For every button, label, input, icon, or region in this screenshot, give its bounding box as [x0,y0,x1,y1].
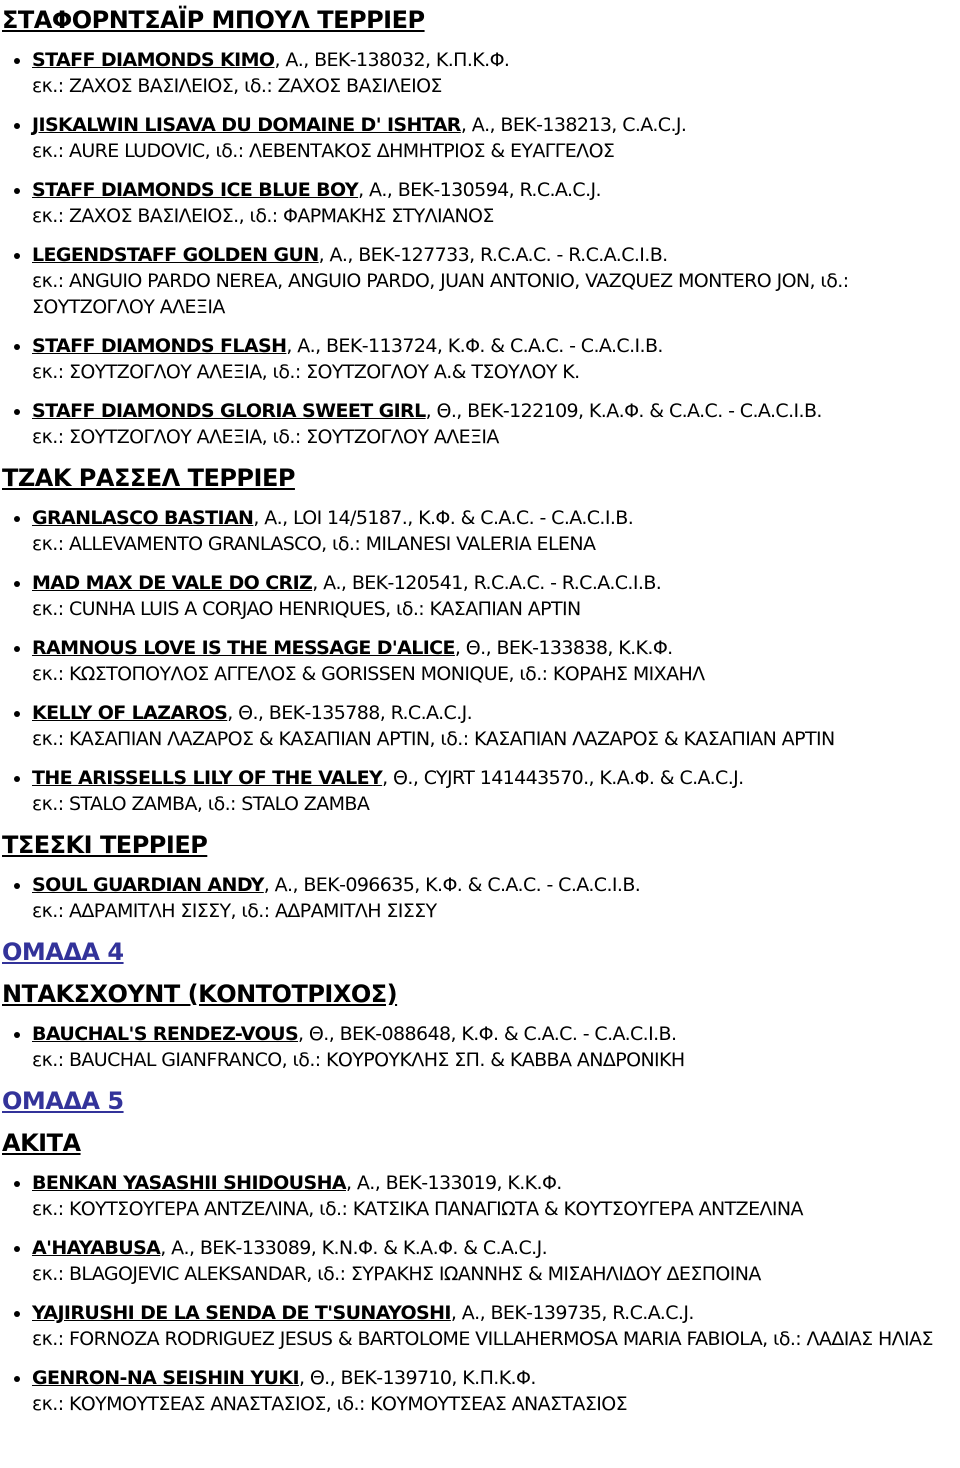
entry-list [2,505,960,817]
dog-details: , Θ., ΒΕΚ-139710, Κ.Π.Κ.Φ. [298,1367,536,1389]
dog-details: , Α., ΒΕΚ-120541, R.C.A.C. - R.C.A.C.I.B. [312,572,662,594]
breeder-owner: εκ.: BLAGOJEVIC ALEKSANDAR, ιδ.: ΣΥΡΑΚΗΣ ΙΩΑΝΝΗΣ & ΜΙΣΑΗΛΙΔΟΥ ΔΕΣΠΟΙΝΑ [32,1263,761,1285]
list-item [32,1170,960,1222]
dog-details: , Α., ΒΕΚ-130594, R.C.A.C.J. [358,179,601,201]
list-item [32,177,960,229]
breeder-owner: εκ.: ΣΟΥΤΖΟΓΛΟΥ ΑΛΕΞΙΑ, ιδ.: ΣΟΥΤΖΟΓΛΟΥ Α.& ΤΣΟΥΛΟΥ Κ. [32,361,580,383]
breeder-owner: εκ.: ALLEVAMENTO GRANLASCO, ιδ.: MILANESI VALERIA ELENA [32,533,596,555]
breed-heading: ΝΤΑΚΣΧΟΥΝΤ (ΚΟΝΤΟΤΡΙΧΟΣ) [2,980,398,1008]
breeder-owner: εκ.: FORNOZA RODRIGUEZ JESUS & BARTOLOME VILLAHERMOSA MARIA FABIOLA, ιδ.: ΛΑΔΙΑΣ ΗΛΙΑΣ [32,1328,933,1350]
list-item [32,1365,960,1417]
dog-name: THE ARISSELLS LILY OF THE VALEY [32,767,383,789]
dog-name: BAUCHAL'S RENDEZ-VOUS [32,1023,299,1045]
breeder-owner: εκ.: CUNHA LUIS A CORJAO HENRIQUES, ιδ.: ΚΑΣΑΠΙΑΝ ΑΡΤΙΝ [32,598,581,620]
breeder-owner: εκ.: ΚΟΥΜΟΥΤΣΕΑΣ ΑΝΑΣΤΑΣΙΟΣ, ιδ.: ΚΟΥΜΟΥΤΣΕΑΣ ΑΝΑΣΤΑΣΙΟΣ [32,1393,627,1415]
dog-details: , Α., ΒΕΚ-096635, Κ.Φ. & C.A.C. - C.A.C.I.B. [263,874,641,896]
group-heading[interactable]: ΟΜΑΔΑ 4 [2,938,124,966]
dog-name: STAFF DIAMONDS GLORIA SWEET GIRL [32,400,426,422]
list-item [32,635,960,687]
list-item [32,333,960,385]
list-item [32,765,960,817]
list-item [32,872,960,924]
breeder-owner: εκ.: BAUCHAL GIANFRANCO, ιδ.: ΚΟΥΡΟΥΚΛΗΣ ΣΠ. & ΚΑΒΒΑ ΑΝΔΡΟΝΙΚΗ [32,1049,685,1071]
dog-details: , Α., ΒΕΚ-138213, C.A.C.J. [460,114,687,136]
breeder-owner: εκ.: ΖΑΧΟΣ ΒΑΣΙΛΕΙΟΣ, ιδ.: ΖΑΧΟΣ ΒΑΣΙΛΕΙΟΣ [32,75,442,97]
breeder-owner: εκ.: ΑΔΡΑΜΙΤΛΗ ΣΙΣΣΥ, ιδ.: ΑΔΡΑΜΙΤΛΗ ΣΙΣΣΥ [32,900,437,922]
list-item [32,1235,960,1287]
dog-name: YAJIRUSHI DE LA SENDA DE T'SUNAYOSHI [32,1302,451,1324]
list-item [32,1021,960,1073]
list-item [32,242,960,320]
dog-name: RAMNOUS LOVE IS THE MESSAGE D'ALICE [32,637,455,659]
dog-name: SOUL GUARDIAN ANDY [32,874,264,896]
dog-details: , Α., ΒΕΚ-133089, Κ.Ν.Φ. & Κ.Α.Φ. & C.A.C.J. [160,1237,548,1259]
list-item [32,505,960,557]
dog-details: , Α., ΒΕΚ-113724, Κ.Φ. & C.A.C. - C.A.C.I.B. [286,335,663,357]
group-heading[interactable]: ΟΜΑΔΑ 5 [2,1087,124,1115]
dog-name: LEGENDSTAFF GOLDEN GUN [32,244,319,266]
breeder-owner: εκ.: ANGUIO PARDO NEREA, ANGUIO PARDO, JUAN ANTONIO, VAZQUEZ MONTERO JON, ιδ.: ΣΟΥΤΖΟΓΛΟΥ ΑΛΕΞΙΑ [32,270,849,318]
dog-name: STAFF DIAMONDS FLASH [32,335,287,357]
dog-details: , Θ., ΒΕΚ-088648, Κ.Φ. & C.A.C. - C.A.C.I.B. [298,1023,677,1045]
list-item [32,1300,960,1352]
entry-list [2,1170,960,1417]
dog-details: , Α., ΒΕΚ-133019, Κ.Κ.Φ. [345,1172,562,1194]
dog-details: , Θ., ΒΕΚ-135788, R.C.A.C.J. [227,702,473,724]
dog-name: KELLY OF LAZAROS [32,702,228,724]
breed-heading: ΤΖΑΚ ΡΑΣΣΕΛ ΤΕΡΡΙΕΡ [2,464,295,492]
breeder-owner: εκ.: ΚΟΥΤΣΟΥΓΕΡΑ ΑΝΤΖΕΛΙΝΑ, ιδ.: ΚΑΤΣΙΚΑ ΠΑΝΑΓΙΩΤΑ & ΚΟΥΤΣΟΥΓΕΡΑ ΑΝΤΖΕΛΙΝΑ [32,1198,803,1220]
dog-name: GRANLASCO BASTIAN [32,507,254,529]
breeder-owner: εκ.: AURE LUDOVIC, ιδ.: ΛΕΒΕΝΤΑΚΟΣ ΔΗΜΗΤΡΙΟΣ & ΕΥΑΓΓΕΛΟΣ [32,140,615,162]
list-item [32,47,960,99]
dog-details: , Α., ΒΕΚ-138032, Κ.Π.Κ.Φ. [274,49,510,71]
breed-heading: ΤΣΕΣΚΙ ΤΕΡΡΙΕΡ [2,831,208,859]
dog-details: , Θ., ΒΕΚ-122109, Κ.Α.Φ. & C.A.C. - C.A.C.I.B. [425,400,822,422]
dog-name: BENKAN YASASHII SHIDOUSHA [32,1172,346,1194]
list-item [32,398,960,450]
dog-details: , Α., LOI 14/5187., Κ.Φ. & C.A.C. - C.A.C.I.B. [253,507,634,529]
dog-details: , Θ., ΒΕΚ-133838, Κ.Κ.Φ. [454,637,673,659]
breed-heading: ΑΚΙΤΑ [2,1129,81,1157]
dog-details: , Θ., CYJRT 141443570., Κ.Α.Φ. & C.A.C.J. [382,767,744,789]
breeder-owner: εκ.: ΖΑΧΟΣ ΒΑΣΙΛΕΙΟΣ., ιδ.: ΦΑΡΜΑΚΗΣ ΣΤΥΛΙΑΝΟΣ [32,205,494,227]
entry-list [2,872,960,924]
entry-list [2,1021,960,1073]
dog-details: , Α., ΒΕΚ-139735, R.C.A.C.J. [450,1302,694,1324]
breed-heading: ΣΤΑΦΟΡΝΤΣΑΪΡ ΜΠΟΥΛ ΤΕΡΡΙΕΡ [2,6,425,34]
dog-name: A'HAYABUSA [32,1237,161,1259]
list-item [32,570,960,622]
breeder-owner: εκ.: ΣΟΥΤΖΟΓΛΟΥ ΑΛΕΞΙΑ, ιδ.: ΣΟΥΤΖΟΓΛΟΥ ΑΛΕΞΙΑ [32,426,499,448]
breeder-owner: εκ.: STALO ZAMBA, ιδ.: STALO ZAMBA [32,793,370,815]
dog-name: JISKALWIN LISAVA DU DOMAINE D' ISHTAR [32,114,461,136]
dog-name: STAFF DIAMONDS ICE BLUE BOY [32,179,359,201]
dog-details: , Α., ΒΕΚ-127733, R.C.A.C. - R.C.A.C.I.B. [318,244,668,266]
dog-name: MAD MAX DE VALE DO CRIZ [32,572,313,594]
dog-name: GENRON-NA SEISHIN YUKI [32,1367,299,1389]
breeder-owner: εκ.: ΚΑΣΑΠΙΑΝ ΛΑΖΑΡΟΣ & ΚΑΣΑΠΙΑΝ ΑΡΤΙΝ, ιδ.: ΚΑΣΑΠΙΑΝ ΛΑΖΑΡΟΣ & ΚΑΣΑΠΙΑΝ ΑΡΤΙΝ [32,728,835,750]
dog-name: STAFF DIAMONDS KIMO [32,49,275,71]
entry-list [2,47,960,450]
breeder-owner: εκ.: ΚΩΣΤΟΠΟΥΛΟΣ ΑΓΓΕΛΟΣ & GORISSEN MONIQUE, ιδ.: ΚΟΡΑΗΣ ΜΙΧΑΗΛ [32,663,705,685]
list-item [32,112,960,164]
list-item [32,700,960,752]
